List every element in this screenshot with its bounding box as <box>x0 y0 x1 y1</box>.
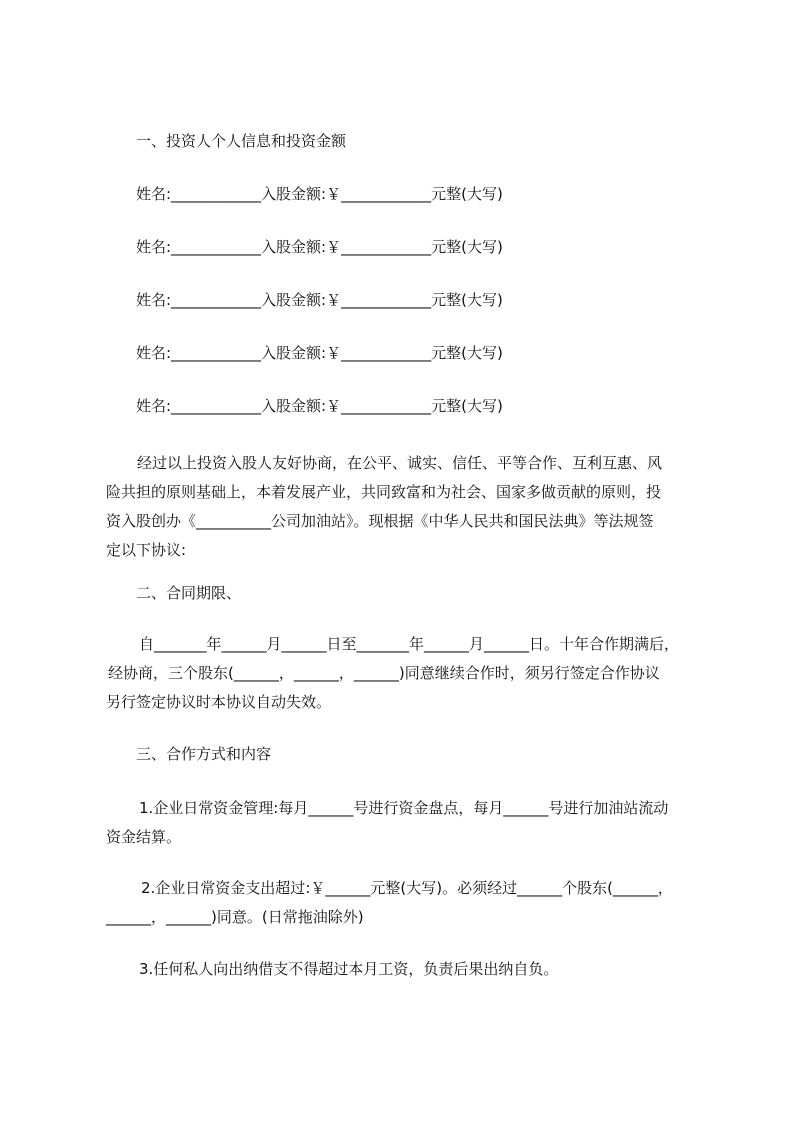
investor-row: 姓名:____________入股金额:￥____________元整(大写) <box>136 397 503 415</box>
investor-row: 姓名:____________入股金额:￥____________元整(大写) <box>136 185 503 203</box>
clause-line: 2.企业日常资金支出超过:￥______元整(大写)。必须经过______个股东(______， <box>141 879 673 897</box>
preamble-line: 资入股创办《__________公司加油站》。现根据《中华人民共和国民法典》等法规签 <box>106 512 654 530</box>
investor-row: 姓名:____________入股金额:￥____________元整(大写) <box>136 291 503 309</box>
section3-heading: 三、合作方式和内容 <box>136 745 272 763</box>
term-paragraph <box>106 630 706 717</box>
preamble-line: 经过以上投资入股人友好协商，在公平、诚实、信任、平等合作、互利互惠、风 <box>137 454 663 472</box>
investor-row: 姓名:____________入股金额:￥____________元整(大写) <box>136 238 503 256</box>
clause-line: 1.企业日常资金管理:每月______号进行资金盘点，每月______号进行加油站流动 <box>139 799 669 817</box>
term-line: 自_______年______月______日至_______年______月______日。十年合作期满后， <box>139 635 680 653</box>
term-line: 另行签定协议时本协议自动失效。 <box>106 693 332 711</box>
clause-line: 资金结算。 <box>106 828 182 846</box>
section1-heading: 一、投资人个人信息和投资金额 <box>136 132 347 150</box>
preamble-paragraph <box>106 449 706 565</box>
investor-row: 姓名:____________入股金额:￥____________元整(大写) <box>136 344 503 362</box>
clause-2 <box>106 874 706 932</box>
clause-3: 3.任何私人向出纳借支不得超过本月工资，负责后果出纳自负。 <box>139 960 559 978</box>
term-line: 经协商，三个股东(______，______，______)同意继续合作时，须另行签定合作协议 <box>108 664 660 682</box>
preamble-line: 定以下协议: <box>106 541 187 559</box>
clause-1 <box>106 794 706 852</box>
clause-line: ______，______)同意。(日常拖油除外) <box>106 908 364 926</box>
preamble-line: 险共担的原则基础上，本着发展产业，共同致富和为社会、国家多做贡献的原则，投 <box>106 483 662 501</box>
section2-heading: 二、合同期限、 <box>136 584 242 602</box>
